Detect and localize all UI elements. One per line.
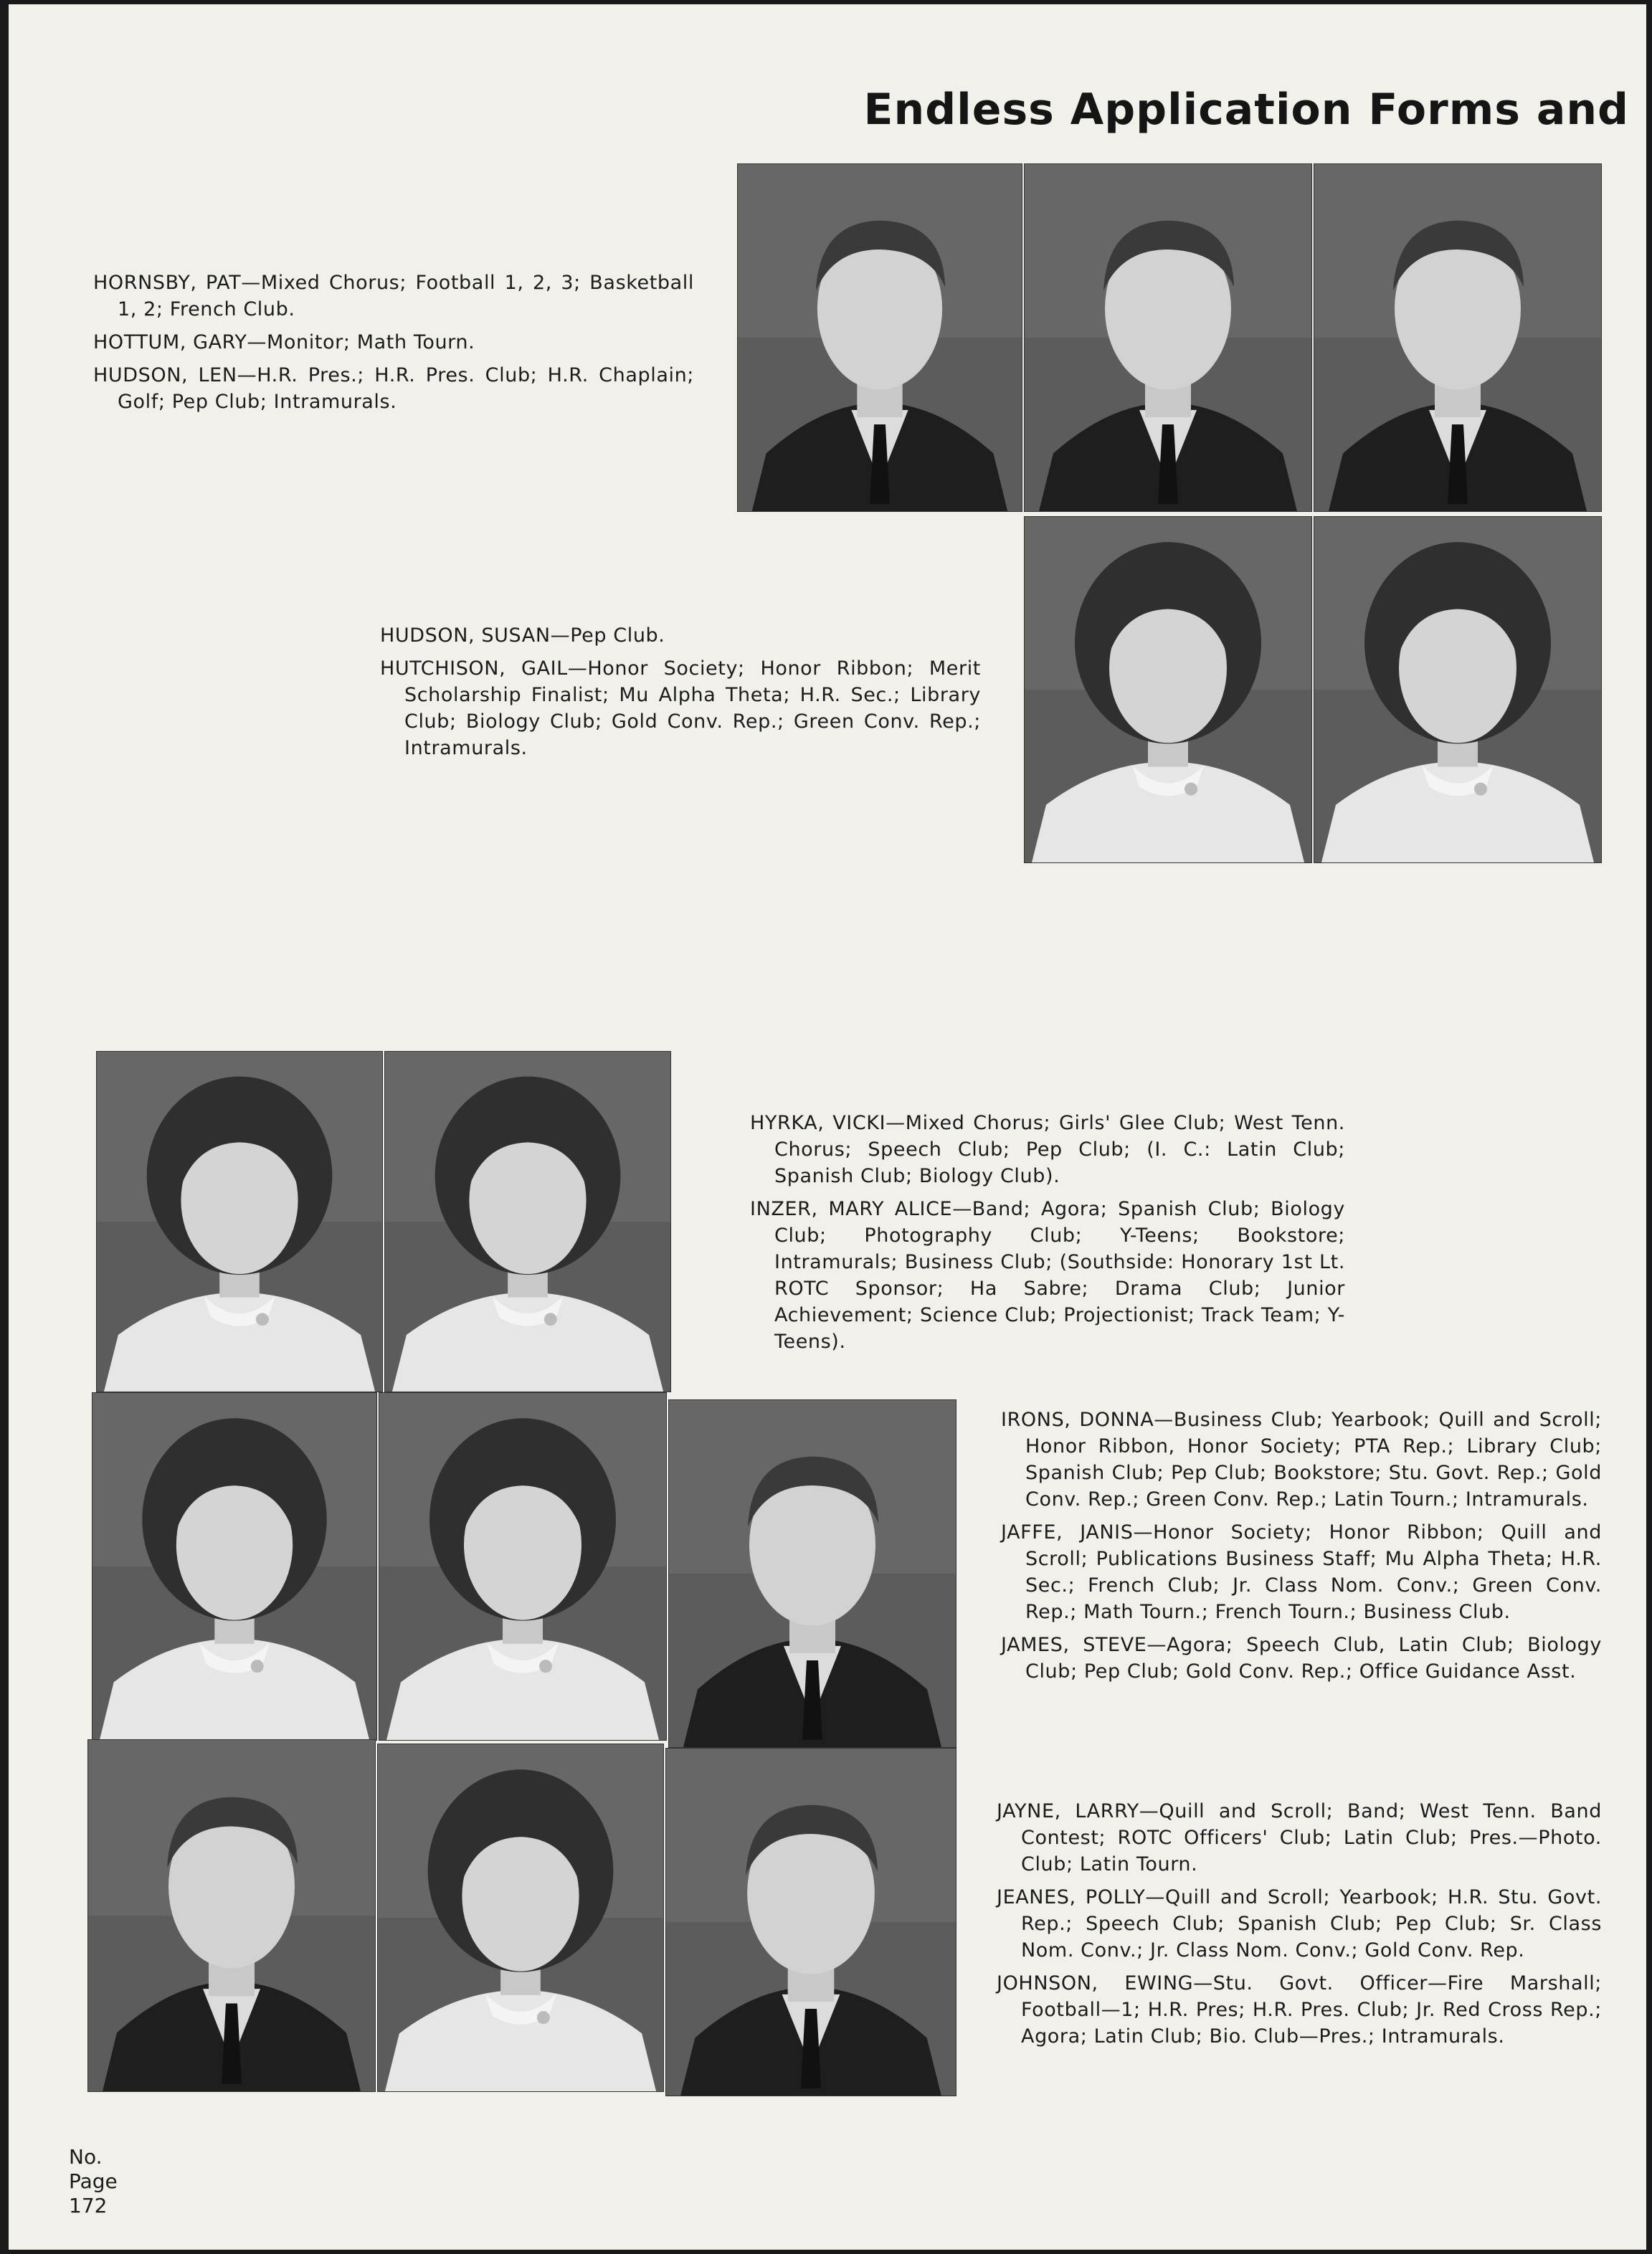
page-number (69, 2145, 118, 2218)
bio-entry: JAFFE, JANIS—Honor Society; Honor Ribbon; Quill and Scroll; Publications Business Staff; Mu Alpha Theta; H.R. Sec.; French Club; Jr. Class Nom. Conv.; Green Conv. Rep.; Math Tourn.; French Tourn.; Business Club. (1001, 1521, 1602, 1623)
bio-block-1 (93, 270, 694, 422)
portrait-photo (96, 1051, 383, 1392)
bio-entry: JAYNE, LARRY—Quill and Scroll; Band; West Tenn. Band Contest; ROTC Officers' Club; Latin Club; Pres.—Photo. Club; Latin Tourn. (997, 1800, 1602, 1875)
collar-pin-shape (1474, 783, 1487, 796)
portrait-photo (1314, 516, 1602, 863)
collar-pin-shape (251, 1660, 264, 1673)
portrait-photo (1024, 516, 1312, 863)
portrait-photo (1024, 163, 1312, 512)
portrait-photo (377, 1744, 664, 2092)
collar-pin-shape (537, 2011, 550, 2024)
page-number-value: 172 (69, 2194, 108, 2217)
yearbook-page (9, 4, 1646, 2250)
bio-block-2 (380, 622, 981, 768)
bio-entry: JAMES, STEVE—Agora; Speech Club, Latin Club; Biology Club; Pep Club; Gold Conv. Rep.; Office Guidance Asst. (1001, 1634, 1602, 1683)
bio-block-3 (750, 1110, 1345, 1361)
portrait-photo (384, 1051, 671, 1392)
page-number-label-no: No. (69, 2145, 103, 2169)
portrait-photo (92, 1392, 377, 1741)
page-title: Endless Application Forms and (863, 85, 1629, 135)
portrait-photo (379, 1392, 667, 1741)
collar-pin-shape (544, 1313, 557, 1326)
bio-block-5 (997, 1798, 1602, 2056)
portrait-photo (668, 1399, 956, 1748)
bio-entry: JOHNSON, EWING—Stu. Govt. Officer—Fire Marshall; Football—1; H.R. Pres; H.R. Pres. Club; Jr. Red Cross Rep.; Agora; Latin Club; Bio. Club—Pres.; Intramurals. (997, 1972, 1602, 2048)
portrait-photo (1314, 163, 1602, 512)
bio-entry: JEANES, POLLY—Quill and Scroll; Yearbook; H.R. Stu. Govt. Rep.; Speech Club; Spanish Club; Pep Club; Sr. Class Nom. Conv.; Jr. Class Nom. Conv.; Gold Conv. Rep. (997, 1886, 1602, 1961)
bio-entry: HUTCHISON, GAIL—Honor Society; Honor Ribbon; Merit Scholarship Finalist; Mu Alpha Theta; H.R. Sec.; Library Club; Biology Club; Gold Conv. Rep.; Green Conv. Rep.; Intramurals. (380, 657, 981, 759)
portrait-photo (87, 1739, 376, 2092)
bio-entry: HUDSON, SUSAN—Pep Club. (380, 624, 665, 647)
bio-block-4 (1001, 1407, 1602, 1691)
bio-entry: HOTTUM, GARY—Monitor; Math Tourn. (93, 331, 475, 353)
collar-pin-shape (539, 1660, 552, 1673)
bio-entry: INZER, MARY ALICE—Band; Agora; Spanish Club; Biology Club; Photography Club; Y-Teens; Bookstore; Intramurals; Business Club; (Southside: Honorary 1st Lt. ROTC Sponsor; Ha Sabre; Drama Club; Junior Achievement; Science Club; Projectionist; Track Team; Y-Teens). (750, 1198, 1345, 1353)
portrait-photo (737, 163, 1022, 512)
bio-entry: IRONS, DONNA—Business Club; Yearbook; Quill and Scroll; Honor Ribbon, Honor Society; PTA Rep.; Library Club; Spanish Club; Pep Club; Bookstore; Stu. Govt. Rep.; Gold Conv. Rep.; Green Conv. Rep.; Latin Tourn.; Intramurals. (1001, 1409, 1602, 1511)
portrait-photo (665, 1748, 956, 2096)
bio-entry: HUDSON, LEN—H.R. Pres.; H.R. Pres. Club; H.R. Chaplain; Golf; Pep Club; Intramurals. (93, 364, 694, 413)
bio-entry: HORNSBY, PAT—Mixed Chorus; Football 1, 2, 3; Basketball 1, 2; French Club. (93, 272, 694, 320)
collar-pin-shape (1185, 783, 1197, 796)
page-number-label-page: Page (69, 2169, 118, 2193)
bio-entry: HYRKA, VICKI—Mixed Chorus; Girls' Glee Club; West Tenn. Chorus; Speech Club; Pep Club; (I. C.: Latin Club; Spanish Club; Biology Club). (750, 1112, 1345, 1187)
collar-pin-shape (256, 1313, 269, 1326)
